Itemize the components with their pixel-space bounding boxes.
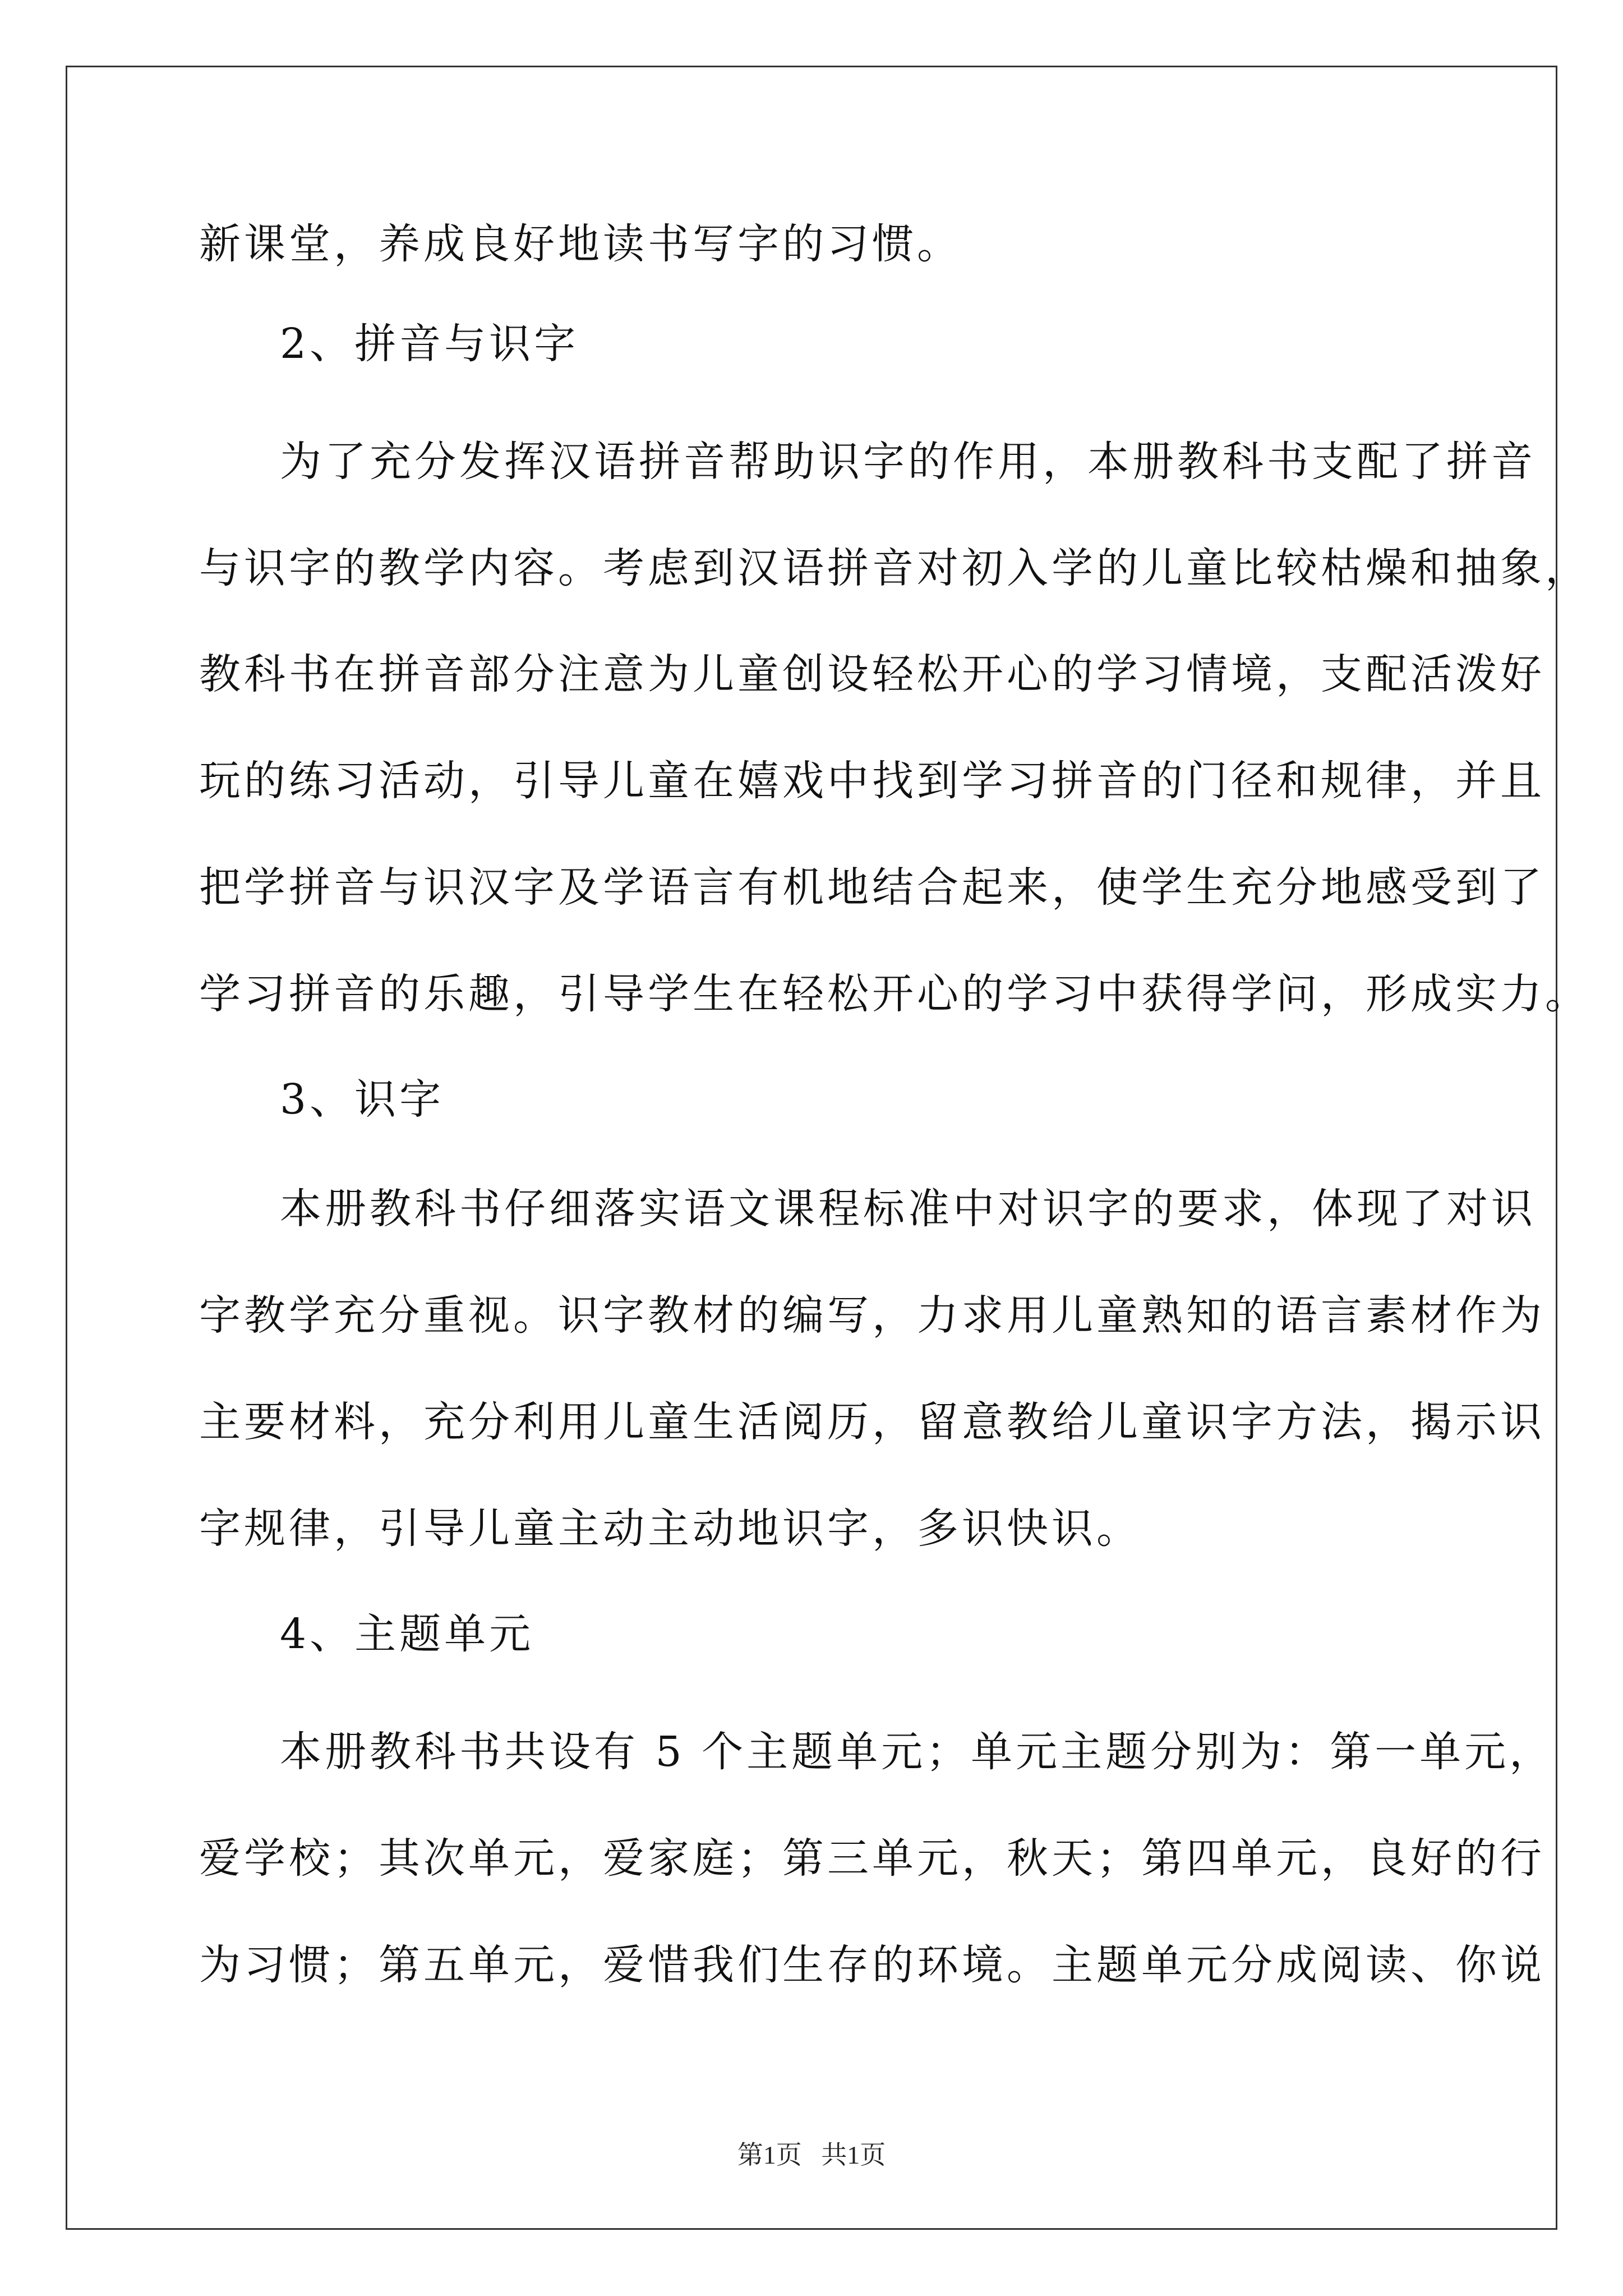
section-heading-literacy: 3、识字 bbox=[280, 1075, 445, 1124]
paragraph-line: 为习惯；第五单元，爱惜我们生存的环境。主题单元分成阅读、你说 bbox=[199, 1941, 1545, 1989]
section-heading-pinyin: 2、拼音与识字 bbox=[280, 320, 579, 368]
paragraph-line: 字教学充分重视。识字教材的编写，力求用儿童熟知的语言素材作为 bbox=[199, 1291, 1545, 1340]
paragraph-line: 为了充分发挥汉语拼音帮助识字的作用，本册教科书支配了拼音 bbox=[280, 438, 1536, 486]
page-footer: 第1页 共1页 bbox=[737, 2141, 886, 2169]
paragraph-line: 字规律，引导儿童主动主动地识字，多识快识。 bbox=[199, 1504, 1141, 1553]
paragraph-line: 本册教科书仔细落实语文课程标准中对识字的要求，体现了对识 bbox=[280, 1185, 1536, 1233]
paragraph-line: 玩的练习活动，引导儿童在嬉戏中找到学习拼音的门径和规律，并且 bbox=[199, 757, 1545, 805]
paragraph-line: 新课堂，养成良好地读书写字的习惯。 bbox=[199, 220, 962, 268]
paragraph-line: 学习拼音的乐趣，引导学生在轻松开心的学习中获得学问，形成实力。 bbox=[199, 970, 1590, 1018]
paragraph-line: 教科书在拼音部分注意为儿童创设轻松开心的学习情境，支配活泼好 bbox=[199, 650, 1545, 698]
paragraph-line: 把学拼音与识汉字及学语言有机地结合起来，使学生充分地感受到了 bbox=[199, 863, 1545, 912]
paragraph-line: 主要材料，充分利用儿童生活阅历，留意教给儿童识字方法，揭示识 bbox=[199, 1398, 1545, 1446]
paragraph-line: 本册教科书共设有 5 个主题单元；单元主题分别为：第一单元， bbox=[280, 1728, 1555, 1776]
paragraph-line: 爱学校；其次单元，爱家庭；第三单元，秋天；第四单元，良好的行 bbox=[199, 1834, 1545, 1883]
section-heading-theme-units: 4、主题单元 bbox=[280, 1610, 534, 1658]
page-border bbox=[66, 66, 1557, 2230]
paragraph-line: 与识字的教学内容。考虑到汉语拼音对初入学的儿童比较枯燥和抽象， bbox=[199, 544, 1590, 592]
